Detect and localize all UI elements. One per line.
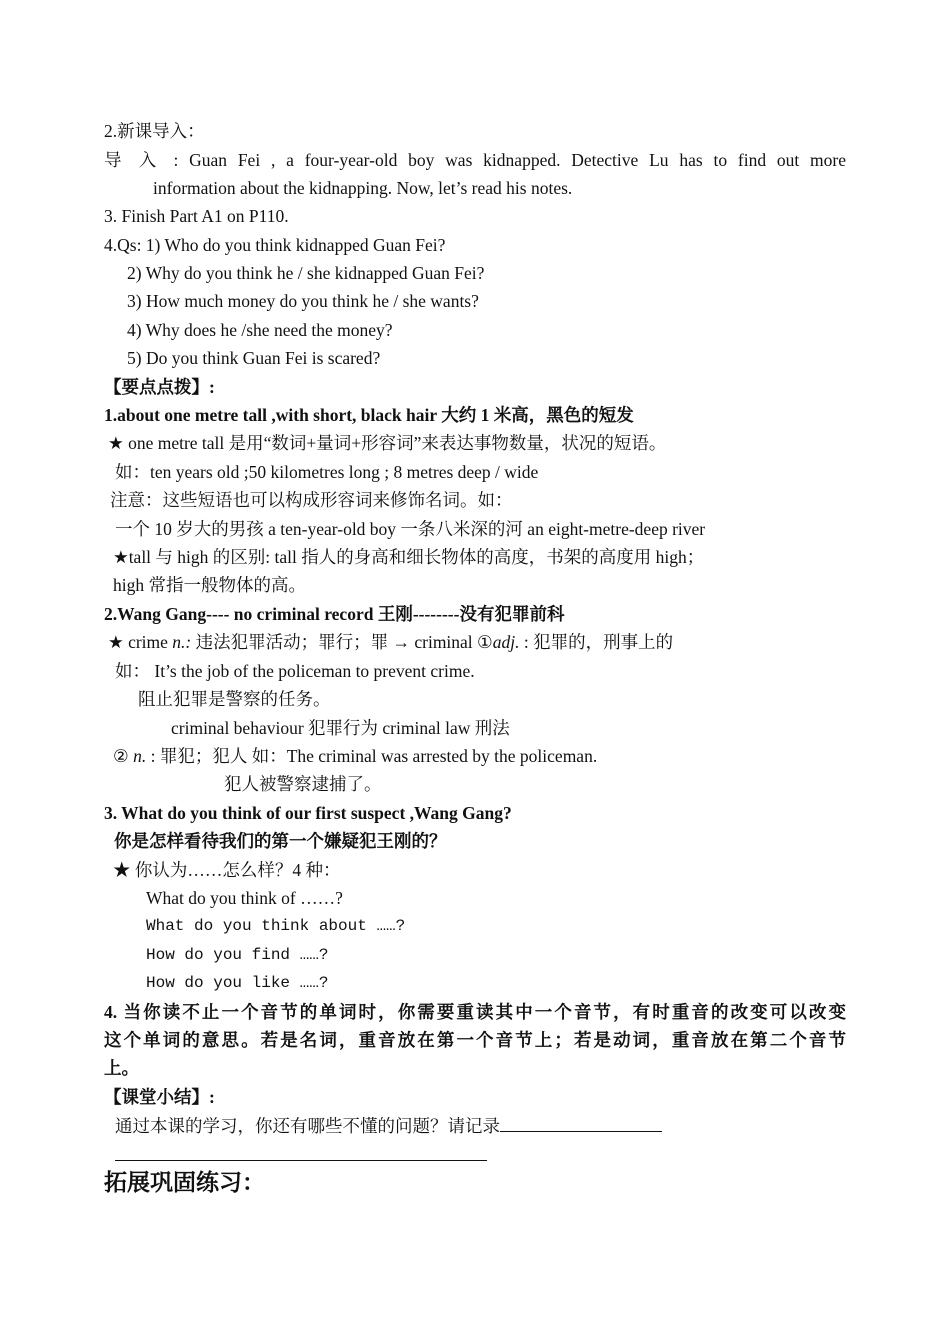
criminal-noun-meaning: : 罪犯；犯人 如：The criminal was arrested by the policeman.: [146, 746, 598, 766]
section-heading-new-lesson: 2.新课导入：: [104, 121, 205, 141]
question-5: 5) Do you think Guan Fei is scared?: [127, 348, 381, 368]
section-heading-summary: 【课堂小结】:: [104, 1087, 215, 1107]
section-heading-key-points: 【要点点拨】:: [104, 377, 215, 397]
practice-heading: 拓展巩固练习：: [104, 1170, 265, 1195]
point-2-noun-translation: 犯人被警察逮捕了。: [224, 774, 382, 794]
point-2-example-translation: 阻止犯罪是警察的任务。: [138, 689, 331, 709]
point-1-explanation: ★ one metre tall 是用“数词+量词+形容词”来表达事物数量，状况的短语。: [108, 433, 667, 453]
pos-noun: n.:: [172, 632, 192, 652]
point-2-crime-definition: [108, 628, 846, 656]
point-4-line-3: 上。: [104, 1058, 139, 1078]
point-3-way-3: How do you find ……?: [146, 946, 329, 964]
crime-word: ★ crime: [108, 632, 173, 652]
question-2: 2) Why do you think he / she kidnapped Guan Fei?: [127, 263, 485, 283]
intro-line-2: information about the kidnapping. Now, let’s read his notes.: [153, 178, 573, 198]
point-2-title: 2.Wang Gang---- no criminal record 王刚--------没有犯罪前科: [104, 604, 565, 624]
point-3-way-1: What do you think of ……?: [146, 888, 343, 908]
point-4-line-2: 这个单词的意思。若是名词，重音放在第一个音节上；若是动词，重音放在第二个音节: [104, 1030, 846, 1050]
point-1-note-example: 一个 10 岁大的男孩 a ten-year-old boy 一条八米深的河 an eight-metre-deep river: [115, 519, 706, 539]
point-1-note: 注意：这些短语也可以构成形容词来修饰名词。如：: [110, 490, 513, 510]
question-1: 4.Qs: 1) Who do you think kidnapped Guan Fei?: [104, 235, 446, 255]
point-3-way-4: How do you like ……?: [146, 974, 329, 992]
question-4: 4) Why does he /she need the money?: [127, 320, 393, 340]
point-2-noun-usage: [113, 742, 846, 770]
point-3-explanation: ★ 你认为……怎么样？4 种：: [113, 860, 341, 880]
pos-noun-2: n.: [133, 746, 147, 766]
point-4-line-1: 4. 当你读不止一个音节的单词时，你需要重读其中一个音节，有时重音的改变可以改变: [104, 1002, 846, 1022]
question-3: 3) How much money do you think he / she wants?: [127, 291, 479, 311]
summary-prompt: 通过本课的学习，你还有哪些不懂的问题？请记录: [115, 1116, 500, 1136]
answer-blank-inline[interactable]: [500, 1111, 662, 1132]
answer-blank-line[interactable]: [115, 1160, 487, 1161]
point-1-title: 1.about one metre tall ,with short, black hair 大约 1 米高，黑色的短发: [104, 405, 634, 425]
point-1-tall-high: ★tall 与 high 的区别: tall 指人的身高和细长物体的高度，书架的高度用 high；: [113, 547, 705, 567]
point-2-phrases: criminal behaviour 犯罪行为 criminal law 刑法: [171, 718, 510, 738]
circled-two: ②: [113, 746, 134, 766]
point-3-title: 3. What do you think of our first suspect ,Wang Gang?: [104, 803, 512, 823]
crime-meaning: 违法犯罪活动；罪行；罪 → criminal ①: [191, 632, 493, 652]
point-3-title-translation: 你是怎样看待我们的第一个嫌疑犯王刚的？: [114, 831, 447, 851]
pos-adjective: adj.: [492, 632, 520, 652]
point-1-example: 如：ten years old ;50 kilometres long ; 8 metres deep / wide: [115, 462, 539, 482]
point-3-way-2: What do you think about ……?: [146, 917, 406, 935]
point-1-tall-high-cont: high 常指一般物体的高。: [113, 575, 306, 595]
point-2-example: 如： It’s the job of the policeman to prevent crime.: [115, 661, 475, 681]
summary-prompt-line: [115, 1111, 846, 1139]
task-3: 3. Finish Part A1 on P110.: [104, 206, 289, 226]
intro-line-1: 导 入 : Guan Fei , a four-year-old boy was kidnapped. Detective Lu has to find out more: [104, 150, 846, 170]
criminal-meaning: : 犯罪的，刑事上的: [519, 632, 674, 652]
